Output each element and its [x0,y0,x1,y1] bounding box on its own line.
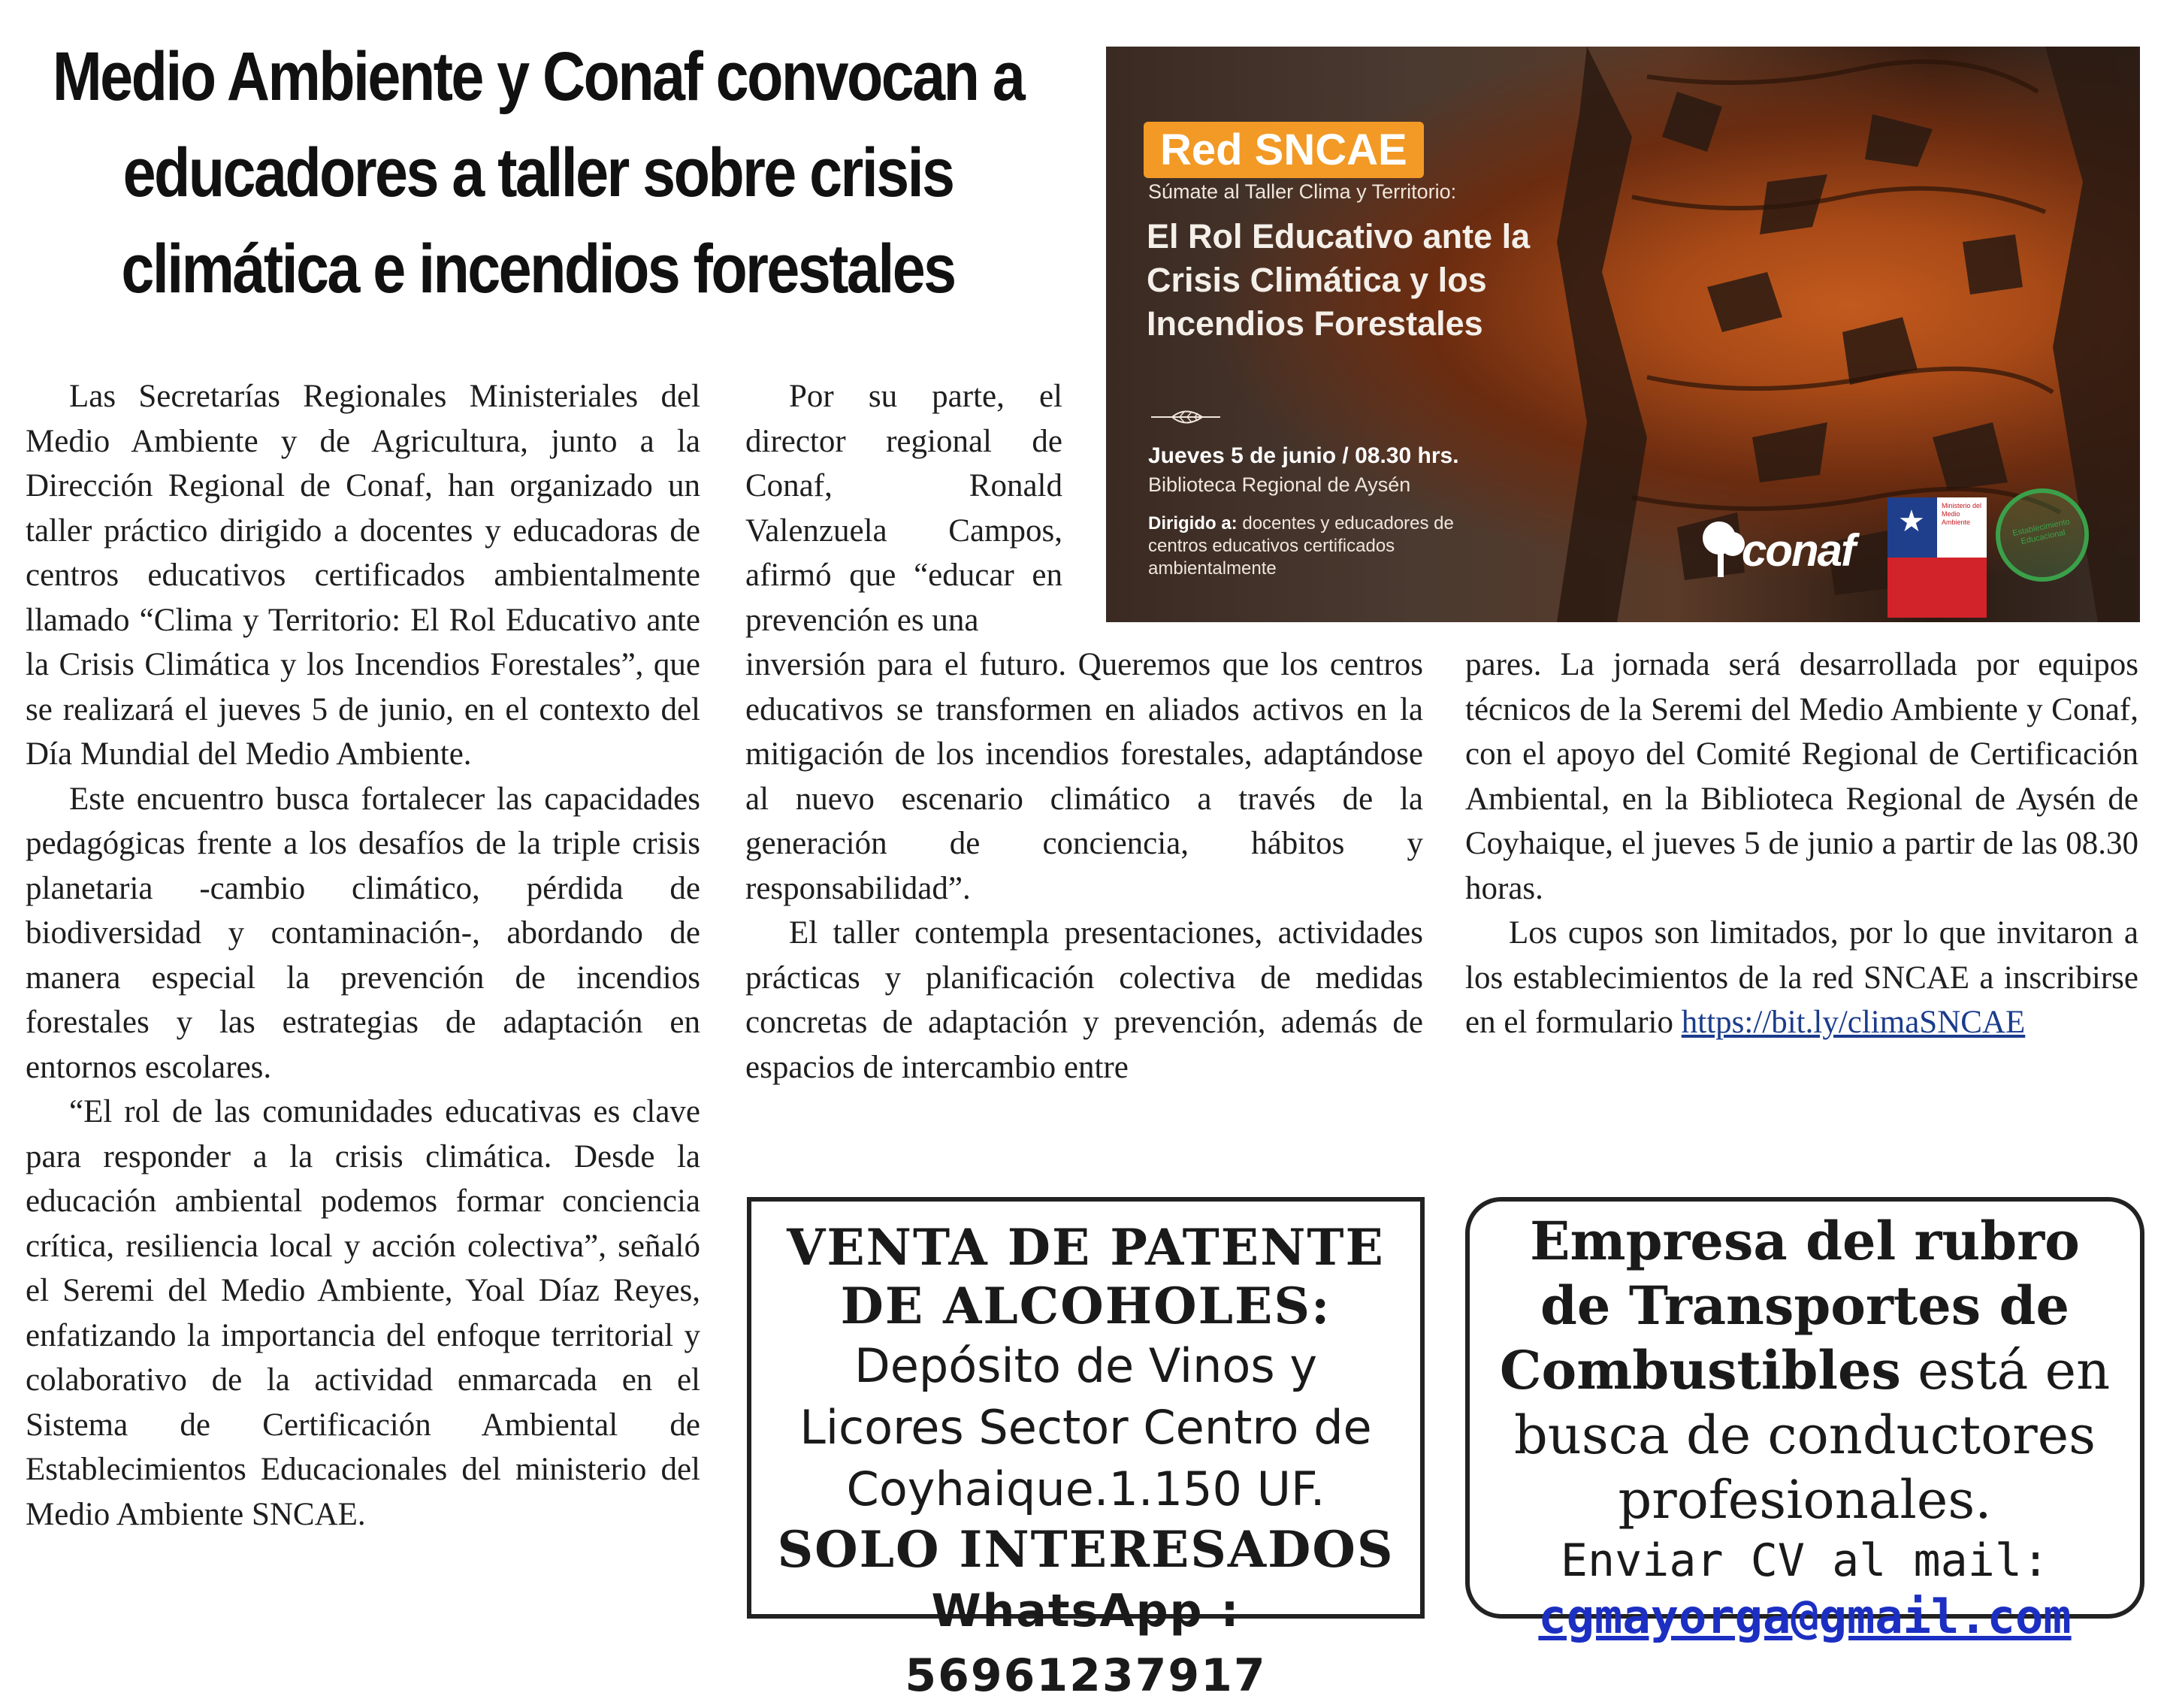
event-poster [1106,47,2140,622]
leaf-icon [1150,406,1222,428]
ad-conductores [1465,1197,2144,1644]
poster-subtitle: Súmate al Taller Clima y Territorio: [1148,180,1457,203]
ad2-bold-word: Combustibles [1499,1339,1901,1401]
article-paragraph [1465,911,2138,1045]
article-paragraph-continued: inversión para el futuro. Queremos que los centros educativos se transformen en aliados activos en la mitigación de los incendios forestales, adaptándose al nuevo escenario climático a través de la generación de conciencia, hábitos y responsabilidad”. [745,647,1423,906]
article-paragraph-text: Los cupos son limitados, por lo que invitaron a los establecimientos de la red SNCAE a inscribirse en el formulario [1465,915,2138,1040]
government-logo-text: Ministerio del Medio Ambiente [1942,502,1982,526]
article-headline: Medio Ambiente y Conaf convocan a educadores a taller sobre crisis climática e incendios forestales [52,38,1024,307]
ad2-send-cv: Enviar CV al mail: [1560,1534,2050,1587]
article-column-2-bottom [745,642,1423,1090]
registration-link[interactable]: https://bit.ly/climaSNCAE [1681,1005,2026,1040]
seal-text: Establecimiento Educacional [2011,517,2071,546]
certification-seal [1996,488,2089,582]
article-paragraph: El taller contempla presentaciones, actividades prácticas y planificación colectiva de medidas concretas de adaptación y prevención, además de espacios de intercambio entre [745,915,1423,1085]
ad-heading-line: VENTA DE PATENTE [787,1218,1385,1277]
ad-description-line: Depósito de Vinos y [854,1338,1318,1393]
ad2-line: de Transportes de [1540,1274,2070,1337]
ad-whatsapp: WhatsApp : 56961237917 [905,1585,1267,1702]
ad2-email-link[interactable]: cgmayorga@gmail.com [1538,1589,2072,1644]
article-column-1 [26,374,700,1537]
ad2-line: profesionales. [1618,1469,1992,1531]
article-paragraph: Este encuentro busca fortalecer las capacidades pedagógicas frente a los desafíos de la triple crisis planetaria -cambio climático, pérdida de biodiversidad y contaminación-, abordando de manera especial la prevención de incendios forestales y las estrategias de adaptación en entornos escolares. [26,781,700,1085]
poster-audience-label: Dirigido a: [1148,513,1238,534]
ad-interesados: SOLO INTERESADOS [777,1520,1395,1579]
article-paragraph: Las Secretarías Regionales Ministeriales del Medio Ambiente y de Agricultura, junto a la Dirección Regional de Conaf, han organizado un taller práctico dirigido a docentes y educadoras de centros educativos certificados ambientalmente llamado “Clima y Territorio: El Rol Educativo ante la Crisis Climática y los Incendios Forestales”, que se realizará el jueves 5 de junio, en el contexto del Día Mundial del Medio Ambiente. [26,379,700,772]
poster-audience [1148,512,1501,580]
article-column-3 [1465,642,2138,1045]
ad-description-line: Coyhaique.1.150 UF. [846,1462,1325,1516]
ad2-line [1470,1338,2140,1403]
ad-patente-alcoholes [747,1197,1425,1702]
poster-badge: Red SNCAE [1144,122,1424,178]
conaf-logo [1697,518,1892,601]
poster-place: Biblioteca Regional de Aysén [1148,473,1411,496]
ad2-line: busca de conductores [1513,1404,2096,1466]
government-logo [1887,497,1987,618]
conaf-logo-text: conaf [1742,525,1855,576]
ad2-line: Empresa del rubro [1530,1210,2080,1272]
article-column-2-top [745,374,1062,642]
poster-date: Jueves 5 de junio / 08.30 hrs. [1148,443,1459,468]
poster-audience-text: docentes y educadores de centros educativos certificados ambientalmente [1148,513,1454,579]
article-paragraph-continued: pares. La jornada será desarrollada por equipos técnicos de la Seremi del Medio Ambiente y Conaf, con el apoyo del Comité Regional de Certificación Ambiental, en la Biblioteca Regional de Aysén de Coyhaique, el jueves 5 de junio a partir de las 08.30 horas. [1465,647,2138,906]
article-paragraph: Por su parte, el director regional de Conaf, Ronald Valenzuela Campos, afirmó que “educar en prevención es una [745,379,1062,638]
star-icon: ★ [1898,504,1925,539]
ad-heading-line: DE ALCOHOLES: [840,1277,1331,1335]
article-paragraph: “El rol de las comunidades educativas es clave para responder a la crisis climática. Desde la educación ambiental podemos formar conciencia crítica, resiliencia local y acción colectiva”, señaló el Seremi del Medio Ambiente, Yoal Díaz Reyes, enfatizando la importancia del enfoque territorial y colaborativo de la actividad enmarcada en el Sistema de Certificación Ambiental de Establecimientos Educacionales del ministerio del Medio Ambiente SNCAE. [26,1094,700,1532]
flag-red [1887,558,1987,618]
poster-title: El Rol Educativo ante la Crisis Climática y los Incendios Forestales [1147,217,1531,343]
ad-description-line: Licores Sector Centro de [799,1400,1372,1455]
ad2-rest: está en [1900,1340,2111,1401]
